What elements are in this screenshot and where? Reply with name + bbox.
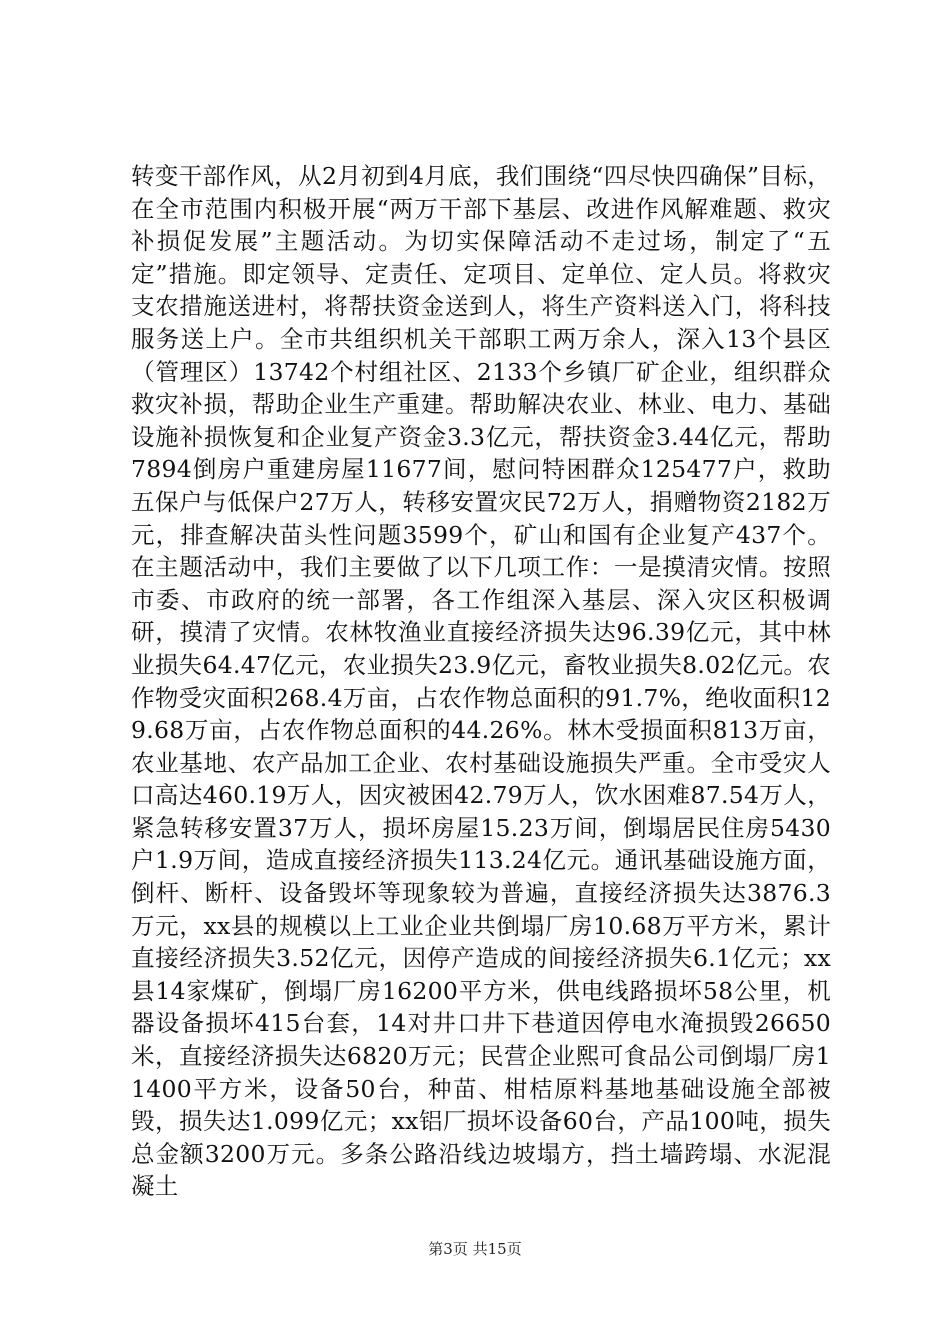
body-paragraph: 转变干部作风，从2月初到4月底，我们围绕“四尽快四确保”目标，在全市范围内积极开展“两万干部下基层、改进作风解难题、救灾补损促发展”主题活动。为切实保障活动不走过场，制定了“五定”措施。即定领导、定责任、定项目、定单位、定人员。将救灾支农措施送进村，将帮扶资金送到人，将生产资料送入门，将科技服务送上户。全市共组织机关干部职工两万余人，深入13个县区（管理区）13742个村组社区、2133个乡镇厂矿企业，组织群众救灾补损，帮助企业生产重建。帮助解决农业、林业、电力、基础设施补损恢复和企业复产资金3.3亿元，帮扶资金3.44亿元，帮助7894倒房户重建房屋11677间，慰问特困群众125477户，救助五保户与低保户27万人，转移安置灾民72万人，捐赠物资2182万元，排查解决苗头性问题3599个，矿山和国有企业复产437个。在主题活动中，我们主要做了以下几项工作：一是摸清灾情。按照市委、市政府的统一部署，各工作组深入基层、深入灾区积极调研，摸清了灾情。农林牧渔业直接经济损失达96.39亿元，其中林业损失64.47亿元，农业损失23.9亿元，畜牧业损失8.02亿元。农作物受灾面积268.4万亩，占农作物总面积的91.7%，绝收面积129.68万亩，占农作物总面积的44.26%。林木受损面积813万亩，农业基地、农产品加工企业、农村基础设施损失严重。全市受灾人口高达460.19万人，因灾被困42.79万人，饮水困难87.54万人，紧急转移安置37万人，损坏房屋15.23万间，倒塌居民住房5430户1.9万间，造成直接经济损失113.24亿元。通讯基础设施方面，倒杆、断杆、设备毁坏等现象较为普遍，直接经济损失达3876.3万元，xx县的规模以上工业企业共倒塌厂房10.68万平方米，累计直接经济损失3.52亿元，因停产造成的间接经济损失6.1亿元；xx县14家煤矿，倒塌厂房16200平方米，供电线路损坏58公里，机器设备损坏415台套，14对井口井下巷道因停电水淹损毁26650米，直接经济损失达6820万元；民营企业熙可食品公司倒塌厂房11400平方米，设备50台，种苗、柑桔原料基地基础设施全部被毁，损失达1.099亿元；xx铝厂损坏设备60台，产品100吨，损失总金额3200万元。多条公路沿线边坡塌方，挡土墙跨塌、水泥混凝土: [131, 162, 831, 1201]
page-number-footer: 第3页 共15页: [428, 1240, 522, 1258]
